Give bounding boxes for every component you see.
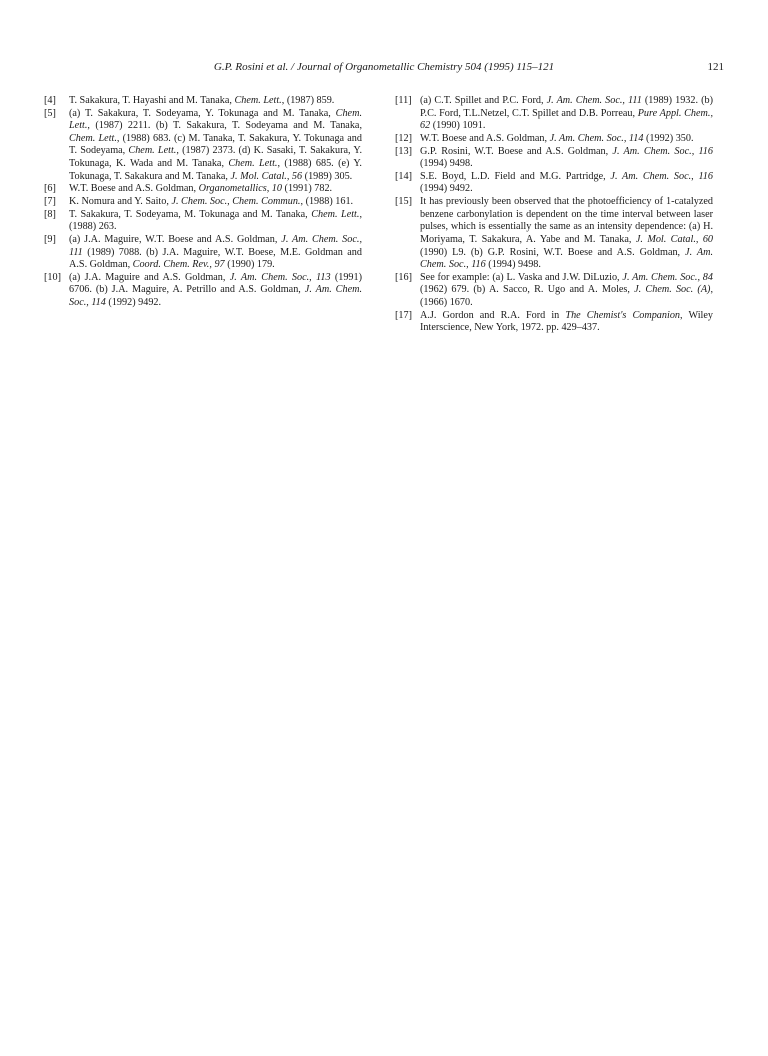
reference-journal: J. Am. Chem. Soc., 116 — [612, 145, 713, 157]
reference-text: S.E. Boyd, L.D. Field and M.G. Partridge, — [420, 170, 611, 182]
reference-text: , (1988) 263. — [69, 208, 362, 233]
reference-journal: The Chemist's Companion — [565, 309, 681, 321]
reference-entry — [44, 108, 362, 184]
reference-number: [12] — [395, 132, 412, 144]
reference-entry — [44, 272, 362, 310]
reference-number: [7] — [44, 196, 56, 208]
running-title: G.P. Rosini et al. / Journal of Organometallic Chemistry 504 (1995) 115–121 — [213, 61, 555, 73]
reference-text: (1990) 179. — [224, 259, 275, 271]
reference-number: [9] — [44, 234, 56, 245]
reference-entry — [395, 95, 713, 133]
reference-text: (a) C.T. Spillet and P.C. Ford, — [420, 95, 547, 106]
reference-text: A.J. Gordon and R.A. Ford in — [420, 309, 566, 321]
reference-journal: J. Am. Chem. Soc., 114 — [549, 132, 644, 144]
reference-text: (1991) 782. — [282, 183, 333, 195]
reference-entry — [395, 272, 713, 310]
reference-journal: Chem. Lett. — [69, 132, 117, 144]
reference-entry — [395, 310, 713, 335]
reference-text: (1989) 7088. (b) J.A. Maguire, W.T. Boese, M.E. Goldman and A.S. Goldman, — [69, 246, 362, 271]
reference-text: (1994) 9498. — [485, 259, 541, 271]
reference-number: [8] — [44, 208, 56, 220]
reference-journal: J. Chem. Soc., Chem. Commun. — [171, 196, 301, 208]
reference-journal: J. Mol. Catal., 56 — [230, 170, 303, 182]
references-left-column — [44, 95, 362, 310]
reference-text: It has previously been observed that the photoefficiency of 1-catalyzed benzene carbonylation is dependent on the time interval between laser pulses, which is essentially the same as an intensity dependence: (a) H. Moriyama, T. Sakakura, A. Yabe and M. Tanaka, — [420, 196, 713, 245]
reference-text: (1992) 350. — [643, 132, 694, 144]
reference-number: [15] — [395, 196, 412, 208]
reference-entry — [395, 171, 713, 196]
reference-text: , (1988) 685. (e) Y. Tokunaga, T. Sakakura and M. Tanaka, — [69, 158, 362, 182]
reference-journal: J. Am. Chem. Soc., 111 — [546, 95, 642, 106]
reference-text: , (1966) 1670. — [420, 284, 713, 308]
reference-journal: Organometallics, 10 — [198, 183, 282, 195]
reference-text: W.T. Boese and A.S. Goldman, — [69, 183, 199, 195]
reference-journal: J. Am. Chem. Soc., 116 — [610, 170, 713, 182]
reference-journal: Chem. Lett. — [69, 107, 362, 132]
reference-entry — [44, 196, 362, 209]
reference-journal: J. Mol. Catal., 60 — [635, 233, 714, 245]
reference-number: [11] — [395, 95, 412, 106]
running-head — [44, 61, 724, 77]
reference-text: G.P. Rosini, W.T. Boese and A.S. Goldman, — [420, 145, 613, 157]
reference-journal: J. Am. Chem. Soc., 114 — [69, 284, 363, 309]
reference-text: T. Sakakura, T. Sodeyama, M. Tokunaga and M. Tanaka, — [69, 208, 312, 220]
reference-entry — [395, 196, 713, 272]
reference-journal: Pure Appl. Chem., 62 — [420, 107, 713, 132]
reference-entry — [44, 234, 362, 272]
reference-journal: Chem. Lett. — [311, 208, 360, 220]
reference-entry — [44, 95, 362, 108]
reference-text: (1990) 1091. — [430, 120, 486, 132]
reference-text: (1994) 9492. — [420, 183, 473, 195]
reference-journal: J. Am. Chem. Soc., 116 — [420, 246, 713, 271]
reference-journal: J. Am. Chem. Soc., 111 — [69, 234, 362, 258]
reference-journal: Chem. Lett. — [228, 158, 278, 170]
reference-number: [4] — [44, 95, 56, 106]
reference-text: (a) J.A. Maguire, W.T. Boese and A.S. Goldman, — [69, 234, 282, 245]
reference-text: (1989) 305. — [302, 170, 353, 182]
reference-journal: J. Am. Chem. Soc., 84 — [622, 271, 713, 283]
reference-number: [10] — [44, 271, 61, 283]
reference-number: [14] — [395, 170, 412, 182]
reference-journal: J. Am. Chem. Soc., 113 — [229, 271, 331, 283]
reference-text: (1989) 1932. (b) P.C. Ford, T.L.Netzel, C.T. Spillet and D.B. Porreau, — [420, 95, 713, 119]
reference-entry — [395, 146, 713, 171]
reference-journal: Coord. Chem. Rev., 97 — [132, 259, 225, 271]
reference-text: , (1987) 2211. (b) T. Sakakura, T. Sodeyama and M. Tanaka, — [87, 120, 362, 132]
reference-number: [17] — [395, 309, 412, 321]
reference-text: See for example: (a) L. Vaska and J.W. DiLuzio, — [420, 271, 623, 283]
reference-text: (1962) 679. (b) A. Sacco, R. Ugo and A. Moles, — [420, 284, 635, 296]
reference-text: K. Nomura and Y. Saito, — [69, 196, 172, 208]
reference-journal: Chem. Lett. — [128, 145, 177, 157]
reference-number: [13] — [395, 145, 412, 157]
page-number: 121 — [707, 61, 724, 73]
reference-text: (1994) 9498. — [420, 158, 473, 170]
reference-text: T. Sakakura, T. Hayashi and M. Tanaka, — [69, 95, 235, 106]
references-right-column — [395, 95, 713, 335]
reference-text: (a) J.A. Maguire and A.S. Goldman, — [69, 271, 230, 283]
reference-entry — [395, 133, 713, 146]
reference-text: , (1987) 859. — [281, 95, 335, 106]
reference-text: , (1988) 161. — [300, 196, 354, 208]
reference-number: [16] — [395, 271, 412, 283]
reference-text: (1990) L9. (b) G.P. Rosini, W.T. Boese and A.S. Goldman, — [420, 246, 686, 258]
reference-text: , Wiley Interscience, New York, 1972. pp. 429–437. — [420, 309, 713, 334]
reference-text: (a) T. Sakakura, T. Sodeyama, Y. Tokunaga and M. Tanaka, — [69, 107, 336, 119]
reference-text: W.T. Boese and A.S. Goldman, — [420, 132, 550, 144]
reference-text: (1991) 6706. (b) J.A. Maguire, A. Petrillo and A.S. Goldman, — [69, 271, 362, 296]
reference-entry — [44, 183, 362, 196]
reference-text: (1992) 9492. — [105, 297, 162, 309]
reference-text: , (1988) 683. (c) M. Tanaka, T. Sakakura, Y. Tokunaga and T. Sodeyama, — [69, 132, 362, 157]
reference-entry — [44, 209, 362, 234]
reference-journal: J. Chem. Soc. (A) — [634, 284, 711, 296]
reference-text: , (1987) 2373. (d) K. Sasaki, T. Sakakura, Y. Tokunaga, K. Wada and M. Tanaka, — [69, 145, 362, 170]
reference-number: [6] — [44, 183, 56, 195]
reference-number: [5] — [44, 107, 56, 119]
reference-journal: Chem. Lett. — [234, 95, 282, 106]
